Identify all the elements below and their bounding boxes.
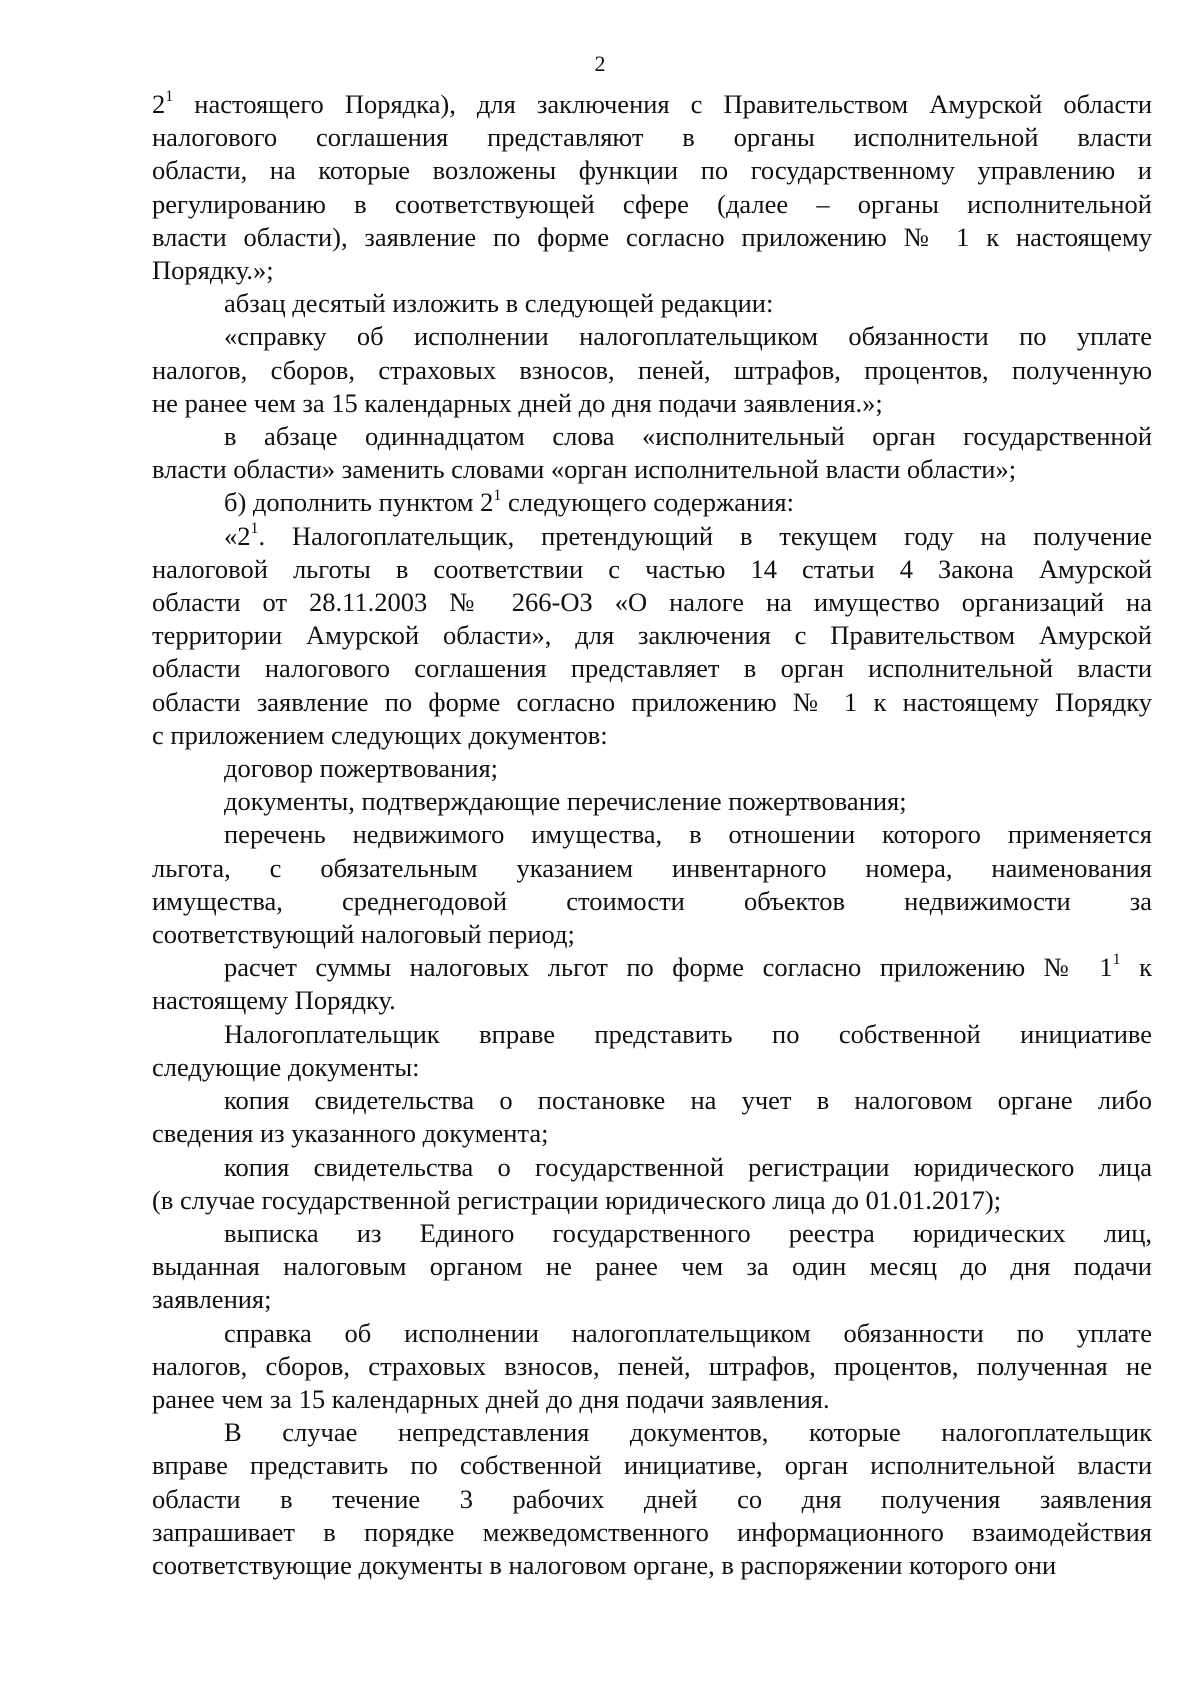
text-run: власти области» заменить словами «орган исполнительной власти области»; [152, 454, 1017, 485]
text-run: области в течение 3 рабочих дней со дня получения заявления [152, 1483, 1152, 1514]
paragraph [152, 1018, 1152, 1084]
text-run: области налогового соглашения представляет в орган исполнительной власти [152, 653, 1152, 684]
paragraph [152, 486, 1152, 519]
text-line [152, 1217, 1152, 1250]
text-run: налогов, сборов, страховых взносов, пеней, штрафов, процентов, полученную [152, 354, 1152, 385]
text-run: расчет суммы налоговых льгот по форме согласно приложению № 1 [224, 952, 1113, 983]
text-run: налогов, сборов, страховых взносов, пеней, штрафов, процентов, полученная не [152, 1350, 1152, 1381]
text-run: (в случае государственной регистрации юридического лица до 01.01.2017); [152, 1184, 1002, 1215]
text-line [152, 1516, 1152, 1549]
superscript: 1 [165, 88, 174, 106]
text-line [152, 785, 1152, 818]
text-line [152, 553, 1152, 586]
text-run: настоящему Порядку. [152, 985, 396, 1016]
text-run: не ранее чем за 15 календарных дней до дня подачи заявления.»; [152, 387, 883, 418]
text-run: к [1120, 952, 1153, 983]
paragraph [152, 1416, 1152, 1582]
text-line [152, 1416, 1152, 1449]
text-run: выписка из Единого государственного реестра юридических лиц, [224, 1217, 1152, 1248]
text-run: области от 28.11.2003 № 266-ОЗ «О налоге на имущество организаций на [152, 587, 1152, 618]
text-line [152, 719, 1152, 752]
text-line [152, 121, 1152, 154]
text-run: запрашивает в порядке межведомственного информационного взаимодействия [152, 1516, 1152, 1547]
text-line [152, 453, 1152, 486]
text-line [152, 1018, 1152, 1051]
text-line [152, 221, 1152, 254]
text-run: . Налогоплательщик, претендующий в текущем году на получение [258, 520, 1152, 551]
paragraph [152, 1151, 1152, 1217]
text-line [152, 852, 1152, 885]
paragraph [152, 420, 1152, 486]
text-line [152, 1250, 1152, 1283]
document-body [152, 88, 1152, 1582]
text-run: власти области), заявление по форме согласно приложению № 1 к настоящему [152, 221, 1152, 252]
text-line [152, 686, 1152, 719]
text-run: настоящего Порядка), для заключения с Правительством Амурской области [173, 89, 1152, 119]
text-run: «справку об исполнении налогоплательщиком обязанности по уплате [224, 321, 1152, 352]
text-run: договор пожертвования; [224, 753, 499, 784]
superscript: 1 [493, 486, 502, 504]
text-run: «2 [224, 520, 251, 551]
text-line [152, 818, 1152, 851]
text-run: территории Амурской области», для заключения с Правительством Амурской [152, 620, 1152, 651]
text-run: следующего содержания: [501, 487, 794, 518]
text-run: области заявление по форме согласно приложению № 1 к настоящему Порядку [152, 686, 1152, 717]
text-line [152, 1051, 1152, 1084]
page-number: 2 [594, 51, 606, 76]
paragraph [152, 752, 1152, 785]
text-run: копия свидетельства о постановке на учет в налоговом органе либо [224, 1085, 1152, 1116]
paragraph [152, 287, 1152, 320]
text-line [152, 88, 1152, 121]
text-run: соответствующие документы в налоговом органе, в распоряжении которого они [152, 1549, 1057, 1580]
text-line [152, 1283, 1152, 1316]
text-run: области, на которые возложены функции по государственному управлению и [152, 155, 1152, 186]
text-line [152, 486, 1152, 519]
paragraph [152, 1317, 1152, 1417]
text-line [152, 619, 1152, 652]
text-run: льгота, с обязательным указанием инвентарного номера, наименования [152, 852, 1152, 883]
text-line [152, 1549, 1152, 1582]
text-line [152, 1184, 1152, 1217]
text-line [152, 752, 1152, 785]
text-run: перечень недвижимого имущества, в отношении которого применяется [224, 819, 1152, 850]
text-line [152, 320, 1152, 353]
text-run: налоговой льготы в соответствии с частью 14 статьи 4 Закона Амурской [152, 553, 1152, 584]
text-line [152, 1117, 1152, 1150]
text-run: регулированию в соответствующей сфере (далее – органы исполнительной [152, 188, 1152, 219]
text-line [152, 951, 1152, 984]
text-run: 2 [152, 89, 166, 119]
text-line [152, 1483, 1152, 1516]
text-line [152, 885, 1152, 918]
text-run: в абзаце одиннадцатом слова «исполнительный орган государственной [224, 421, 1152, 452]
text-line [152, 984, 1152, 1017]
paragraph [152, 520, 1152, 752]
text-line [152, 520, 1152, 553]
text-line [152, 652, 1152, 685]
text-line [152, 1350, 1152, 1383]
text-run: соответствующий налоговый период; [152, 919, 575, 950]
text-run: Налогоплательщик вправе представить по собственной инициативе [224, 1018, 1152, 1049]
text-line [152, 254, 1152, 287]
text-line [152, 918, 1152, 951]
text-line [152, 154, 1152, 187]
text-run: вправе представить по собственной инициативе, орган исполнительной власти [152, 1450, 1152, 1481]
paragraph [152, 785, 1152, 818]
paragraph [152, 1217, 1152, 1317]
paragraph [152, 818, 1152, 951]
paragraph [152, 88, 1152, 287]
text-run: ранее чем за 15 календарных дней до дня подачи заявления. [152, 1383, 830, 1414]
text-line [152, 1317, 1152, 1350]
paragraph [152, 320, 1152, 420]
text-line [152, 1084, 1152, 1117]
text-run: сведения из указанного документа; [152, 1118, 549, 1149]
text-run: с приложением следующих документов: [152, 719, 608, 750]
text-line [152, 188, 1152, 221]
text-line [152, 287, 1152, 320]
superscript: 1 [250, 519, 259, 537]
text-line [152, 354, 1152, 387]
text-run: копия свидетельства о государственной регистрации юридического лица [224, 1151, 1152, 1182]
paragraph [152, 1084, 1152, 1150]
text-line [152, 387, 1152, 420]
text-run: налогового соглашения представляют в органы исполнительной власти [152, 122, 1152, 153]
text-run: документы, подтверждающие перечисление пожертвования; [224, 786, 907, 817]
text-line [152, 1383, 1152, 1416]
text-run: справка об исполнении налогоплательщиком обязанности по уплате [224, 1317, 1152, 1348]
superscript: 1 [1112, 951, 1121, 969]
text-run: заявления; [152, 1284, 272, 1315]
text-run: имущества, среднегодовой стоимости объектов недвижимости за [152, 885, 1152, 916]
text-line [152, 420, 1152, 453]
text-run: следующие документы: [152, 1051, 420, 1082]
text-line [152, 586, 1152, 619]
text-run: В случае непредставления документов, которые налогоплательщик [224, 1417, 1152, 1448]
text-run: абзац десятый изложить в следующей редакции: [224, 288, 774, 319]
text-run: Порядку.»; [152, 255, 274, 286]
text-line [152, 1449, 1152, 1482]
text-line [152, 1151, 1152, 1184]
text-run: б) дополнить пунктом 2 [224, 487, 494, 518]
text-run: выданная налоговым органом не ранее чем за один месяц до дня подачи [152, 1251, 1152, 1282]
paragraph [152, 951, 1152, 1017]
